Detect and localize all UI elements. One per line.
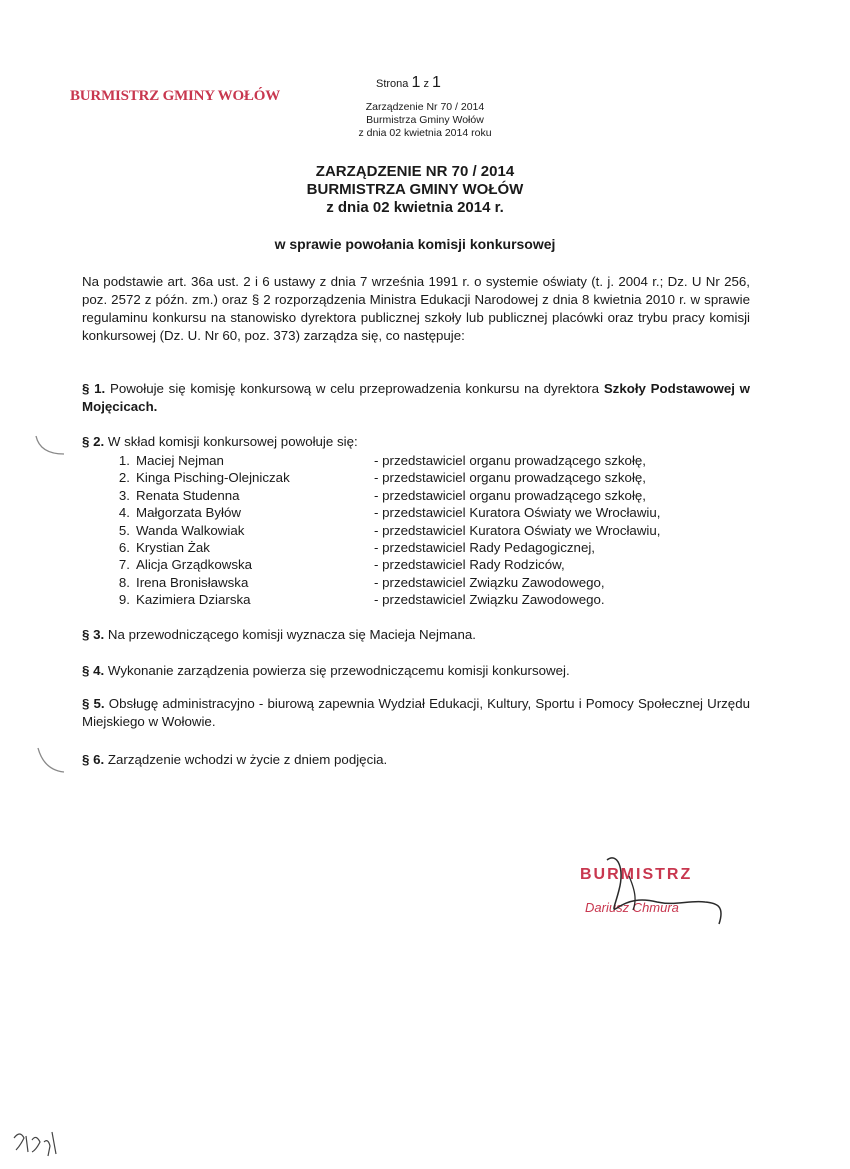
section-6 [82, 751, 750, 769]
title-line: ZARZĄDZENIE NR 70 / 2014 [315, 163, 515, 180]
member-name: Wanda Walkowiak [136, 522, 245, 538]
member-role: - przedstawiciel Rady Pedagogicznej, [374, 540, 595, 556]
section-5 [82, 695, 750, 731]
member-role: - przedstawiciel Związku Zawodowego. [374, 592, 605, 608]
page-current: 1 [411, 74, 421, 91]
title-line: BURMISTRZA GMINY WOŁÓW [306, 181, 524, 198]
section-mark: § 6. [82, 752, 105, 767]
handwritten-signature-icon [585, 850, 735, 930]
list-item [100, 539, 660, 556]
section-text: Na przewodniczącego komisji wyznacza się Macieja Nejmana. [107, 627, 476, 642]
member-role: - przedstawiciel organu prowadzącego szkołę, [374, 470, 646, 486]
reference-line: z dnia 02 kwietnia 2014 roku [358, 127, 492, 139]
section-mark: § 4. [82, 663, 105, 678]
title-line: z dnia 02 kwietnia 2014 r. [326, 199, 504, 216]
list-item [100, 574, 660, 591]
margin-mark [30, 432, 70, 462]
section-text: Zarządzenie wchodzi w życie z dniem podjęcia. [107, 752, 388, 767]
list-item [100, 487, 660, 504]
section-mark: § 1. [82, 381, 106, 396]
member-name: Irena Bronisławska [136, 574, 249, 590]
member-name: Renata Studenna [136, 487, 240, 503]
section-mark: § 2. [82, 434, 105, 449]
section-1 [82, 380, 750, 416]
section-text: Obsługę administracyjno - biurową zapewnia Wydział Edukacji, Kultury, Sportu i Pomocy Społecznej Urzędu Miejskiego w Wołowie. [82, 696, 750, 729]
member-number: 2. [118, 470, 130, 486]
member-number: 1. [118, 453, 130, 468]
page-indicator [376, 74, 441, 92]
page-label: Strona [376, 78, 409, 90]
member-name: Krystian Żak [136, 540, 210, 556]
mayor-stamp: BURMISTRZ GMINY WOŁÓW [70, 88, 280, 104]
list-item [100, 522, 660, 539]
member-number: 6. [118, 540, 130, 556]
member-role: - przedstawiciel organu prowadzącego szkołę, [374, 487, 646, 503]
member-name: Małgorzata Byłów [136, 505, 241, 521]
page-separator: z [423, 78, 429, 90]
section-mark: § 3. [82, 627, 105, 642]
document-subject: w sprawie powołania komisji konkursowej [274, 236, 556, 252]
section-bold-text: Szkoły Podstawowej w Mojęcicach. [82, 381, 750, 414]
section-4 [82, 662, 750, 680]
member-role: - przedstawiciel Kuratora Oświaty we Wrocławiu, [374, 522, 661, 538]
list-item [100, 504, 660, 521]
section-text: Powołuje się komisję konkursową w celu przeprowadzenia konkursu na dyrektora [109, 381, 600, 396]
member-role: - przedstawiciel organu prowadzącego szkołę, [374, 453, 646, 468]
member-name: Kinga Pisching-Olejniczak [136, 470, 290, 486]
member-name: Alicja Grządkowska [136, 557, 253, 573]
member-name: Kazimiera Dziarska [136, 592, 251, 608]
intro-paragraph: Na podstawie art. 36a ust. 2 i 6 ustawy z dnia 7 września 1991 r. o systemie oświaty (t. j. 2004 r.; Dz. U Nr 256, poz. 2572 z późn. zm.) oraz § 2 rozporządzenia Ministra Edukacji Narodowej z dnia 8 kwietnia 2010 r. w sprawie regulaminu konkursu na stanowisko dyrektora publicznej szkoły lub publicznej placówki oraz trybu pracy komisji konkursowej (Dz. U. Nr 60, poz. 373) zarządza się, co następuje: [82, 274, 750, 343]
document-reference [300, 101, 550, 140]
section-text: W skład komisji konkursowej powołuje się: [107, 434, 358, 449]
section-text: Wykonanie zarządzenia powierza się przewodniczącemu komisji konkursowej. [107, 663, 570, 678]
reference-line: Burmistrza Gminy Wołów [366, 114, 484, 126]
section-2 [82, 433, 750, 451]
section-3 [82, 626, 750, 644]
member-role: - przedstawiciel Rady Rodziców, [374, 557, 565, 573]
list-item [100, 556, 660, 573]
member-role: - przedstawiciel Związku Zawodowego, [374, 574, 605, 590]
reference-line: Zarządzenie Nr 70 / 2014 [365, 101, 485, 113]
member-number: 5. [118, 522, 130, 538]
member-number: 4. [118, 505, 130, 521]
margin-mark [32, 744, 72, 778]
list-item [100, 469, 660, 486]
member-name: Maciej Nejman [136, 453, 224, 468]
handwritten-note-icon [10, 1128, 70, 1162]
member-number: 8. [118, 574, 130, 590]
member-role: - przedstawiciel Kuratora Oświaty we Wrocławiu, [374, 505, 661, 521]
document-title [200, 163, 630, 217]
member-number: 3. [118, 487, 130, 503]
member-number: 7. [118, 557, 130, 573]
page-total: 1 [432, 74, 441, 91]
signature-stamp-name: Dariusz Chmura [585, 900, 679, 915]
list-item [100, 591, 660, 608]
member-number: 9. [118, 592, 130, 608]
committee-members-list [100, 452, 660, 609]
list-item [100, 452, 660, 469]
section-mark: § 5. [82, 696, 105, 711]
signature-stamp-title: BURMISTRZ [580, 866, 693, 883]
